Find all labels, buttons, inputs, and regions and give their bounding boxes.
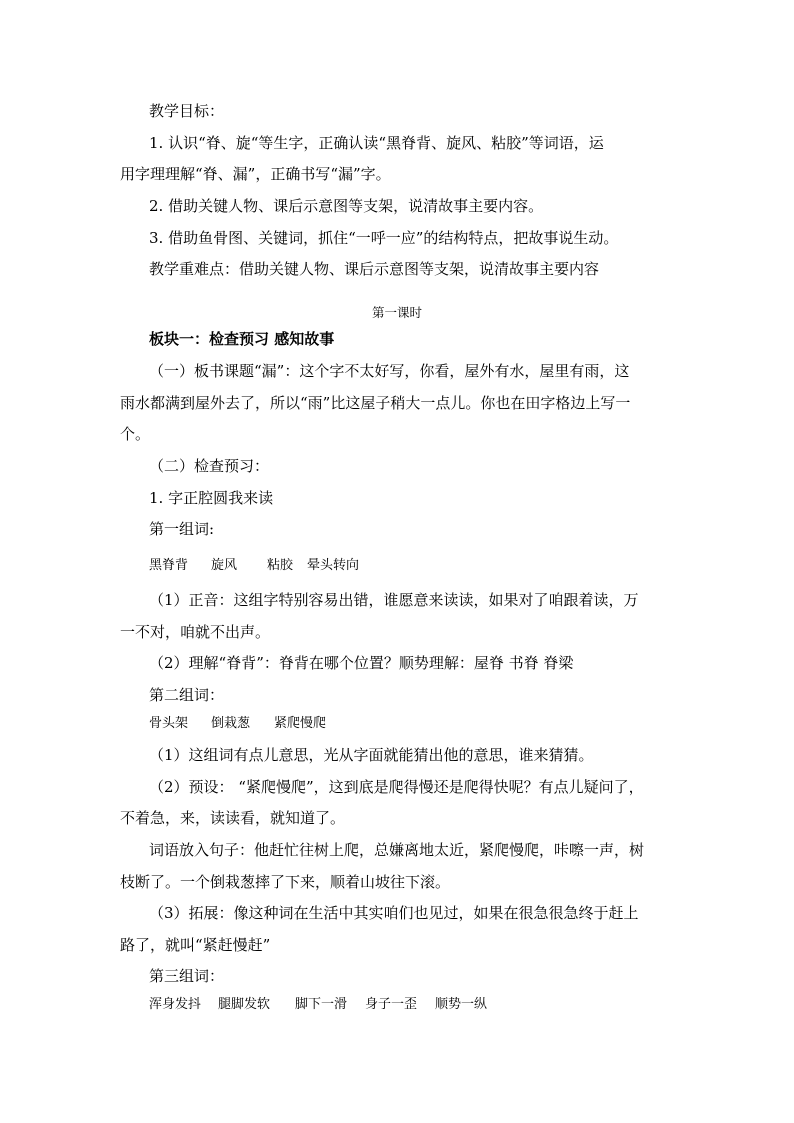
paragraph-1-line-3: 个。 bbox=[120, 425, 151, 443]
paragraph-1-line-1: （一）板书课题“漏”：这个字不太好写，你看，屋外有水，屋里有雨，这 bbox=[149, 362, 630, 380]
objectives-heading: 教学目标： bbox=[149, 102, 225, 120]
section-1-title: 板块一：检查预习 感知故事 bbox=[149, 330, 335, 348]
word: 脚下一滑 bbox=[295, 997, 348, 1012]
group-2-note-3-line-2: 路了，就叫“紧赶慢赶” bbox=[120, 936, 271, 954]
group-1-note-1-line-1: （1）正音：这组字特别容易出错，谁愿意来读读，如果对了咱跟着读，万 bbox=[149, 591, 639, 609]
word: 倒栽葱 bbox=[211, 716, 251, 731]
objective-1-line-1: 1. 认识“脊、旋“等生字，正确认读“黑脊背、旋风、粘胶”等词语，运 bbox=[149, 134, 604, 152]
group-2-words bbox=[149, 714, 326, 734]
group-3-words bbox=[149, 995, 487, 1015]
word: 浑身发抖 bbox=[149, 997, 202, 1012]
word: 晕头转向 bbox=[307, 558, 360, 573]
word: 紧爬慢爬 bbox=[274, 716, 327, 731]
group-2-note-2-line-1: （2）预设： “紧爬慢爬”，这到底是爬得慢还是爬得快呢？有点儿疑问了， bbox=[149, 778, 644, 796]
word: 顺势一纵 bbox=[435, 997, 488, 1012]
group-1-words bbox=[149, 556, 359, 576]
group-2-note-1: （1）这组词有点儿意思，光从字面就能猜出他的意思，谁来猜猜。 bbox=[149, 746, 594, 764]
group-2-label: 第二组词： bbox=[149, 686, 225, 704]
word: 旋风 bbox=[211, 558, 238, 573]
group-2-sentence-line-2: 枝断了。一个倒栽葱摔了下来，顺着山坡往下滚。 bbox=[120, 873, 451, 891]
group-1-note-1-line-2: 一不对，咱就不出声。 bbox=[120, 623, 271, 641]
objective-3: 3. 借助鱼骨图、关键词，抓住“一呼一应”的结构特点，把故事说生动。 bbox=[149, 229, 619, 247]
word: 骨头架 bbox=[149, 716, 189, 731]
paragraph-1-line-2: 雨水都满到屋外去了，所以“雨”比这屋子稍大一点儿。你也在田字格边上写一 bbox=[120, 394, 631, 412]
word: 腿脚发软 bbox=[218, 997, 271, 1012]
group-1-note-2: （2）理解“脊背”：脊背在哪个位置？顺势理解：屋脊 书脊 脊梁 bbox=[149, 654, 574, 672]
paragraph-3: 1. 字正腔圆我来读 bbox=[149, 489, 274, 507]
group-2-note-2-line-2: 不着急，来，读读看，就知道了。 bbox=[120, 809, 346, 827]
group-3-label: 第三组词： bbox=[149, 967, 225, 985]
group-2-note-3-line-1: （3）拓展：像这种词在生活中其实咱们也见过，如果在很急很急终于赶上 bbox=[149, 904, 639, 922]
group-2-sentence-line-1: 词语放入句子：他赶忙往树上爬，总嫌离地太近，紧爬慢爬，咔嚓一声，树 bbox=[149, 841, 645, 859]
word: 身子一歪 bbox=[365, 997, 418, 1012]
objective-1-line-2: 用字理理解“脊、漏”，正确书写“漏”字。 bbox=[120, 165, 391, 183]
paragraph-2: （二）检查预习： bbox=[149, 457, 270, 475]
key-points: 教学重难点：借助关键人物、课后示意图等支架，说清故事主要内容 bbox=[149, 260, 600, 278]
word: 黑脊背 bbox=[149, 558, 189, 573]
word: 粘胶 bbox=[267, 558, 294, 573]
group-1-label: 第一组词: bbox=[149, 520, 215, 538]
lesson-title: 第一课时 bbox=[371, 305, 422, 320]
objective-2: 2. 借助关键人物、课后示意图等支架，说清故事主要内容。 bbox=[149, 197, 544, 215]
